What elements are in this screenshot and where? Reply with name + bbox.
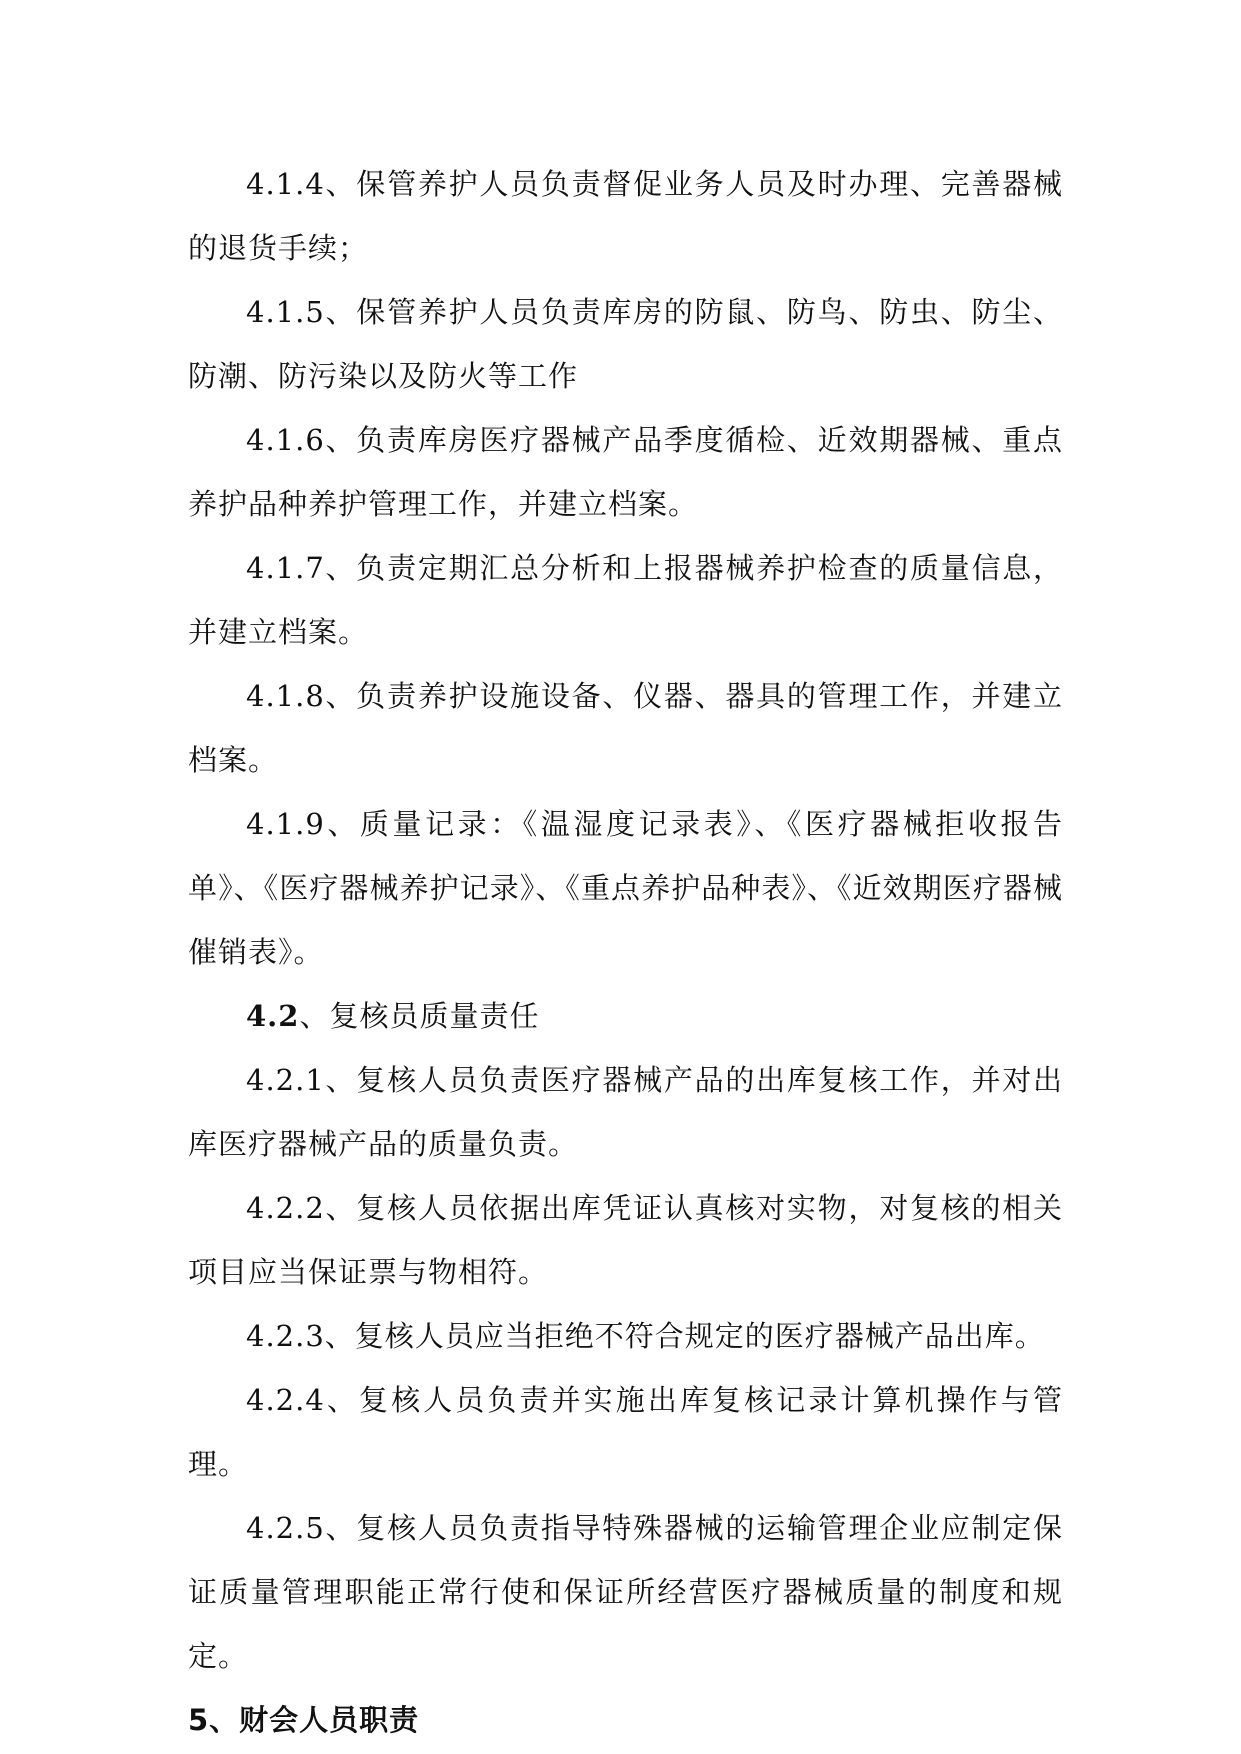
section-heading-4-2 (188, 984, 1063, 1048)
section-number-4-2: 4.2 (246, 999, 300, 1033)
document-body (188, 152, 1063, 1752)
paragraph-4-2-3: 4.2.3、复核人员应当拒绝不符合规定的医疗器械产品出库。 (246, 1319, 1045, 1353)
paragraph-4-1-7: 4.1.7、负责定期汇总分析和上报器械养护检查的质量信息，并建立档案。 (188, 551, 1063, 649)
paragraph-4-2-4: 4.2.4、复核人员负责并实施出库复核记录计算机操作与管理。 (188, 1383, 1063, 1481)
paragraph-4-2-5: 4.2.5、复核人员负责指导特殊器械的运输管理企业应制定保证质量管理职能正常行使和保证所经营医疗器械质量的制度和规定。 (188, 1511, 1063, 1673)
paragraph-4-2-2: 4.2.2、复核人员依据出库凭证认真核对实物，对复核的相关项目应当保证票与物相符。 (188, 1191, 1063, 1289)
paragraph-4-1-5: 4.1.5、保管养护人员负责库房的防鼠、防鸟、防虫、防尘、防潮、防污染以及防火等工作 (188, 295, 1063, 393)
section-heading-5: 5、财会人员职责 (188, 1703, 420, 1737)
paragraph-4-1-8: 4.1.8、负责养护设施设备、仪器、器具的管理工作，并建立档案。 (188, 679, 1063, 777)
paragraph-4-1-6: 4.1.6、负责库房医疗器械产品季度循检、近效期器械、重点养护品种养护管理工作，并建立档案。 (188, 423, 1063, 521)
paragraph-4-1-4: 4.1.4、保管养护人员负责督促业务人员及时办理、完善器械的退货手续； (188, 167, 1063, 265)
paragraph-4-2-1: 4.2.1、复核人员负责医疗器械产品的出库复核工作，并对出库医疗器械产品的质量负责。 (188, 1063, 1063, 1161)
section-title-4-2: 、复核员质量责任 (299, 999, 540, 1033)
paragraph-4-1-9: 4.1.9、质量记录：《温湿度记录表》、《医疗器械拒收报告单》、《医疗器械养护记录》、《重点养护品种表》、《近效期医疗器械催销表》。 (188, 807, 1063, 969)
